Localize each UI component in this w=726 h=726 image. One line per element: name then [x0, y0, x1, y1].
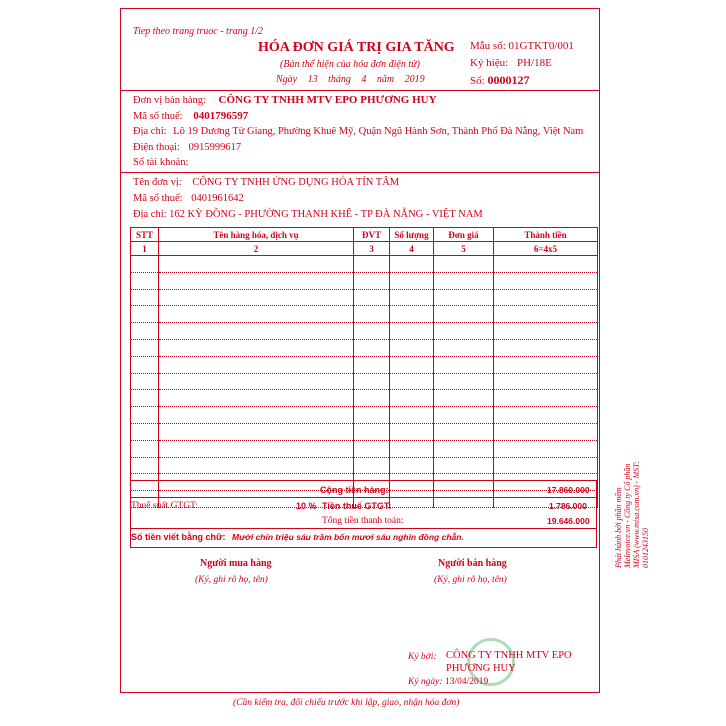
symbol-label: Ký hiệu: — [470, 57, 509, 69]
signed-date-label: Ký ngày: — [408, 677, 443, 687]
table-cell — [494, 339, 598, 356]
amount-in-words-label: Số tiền viết bằng chữ: — [131, 532, 226, 542]
table-cell — [159, 423, 354, 440]
table-cell — [354, 289, 390, 306]
buyer-address: 162 KỲ ĐỒNG - PHƯỜNG THANH KHÊ - TP ĐÀ NẴNG - VIỆT NAM — [169, 209, 483, 220]
seller-account-label: Số tài khoản: — [133, 157, 189, 168]
table-cell — [434, 339, 494, 356]
table-cell — [390, 457, 434, 474]
seller-address-label: Địa chỉ: — [133, 126, 167, 137]
table-cell — [131, 339, 159, 356]
table-cell — [354, 306, 390, 323]
table-cell — [434, 373, 494, 390]
table-row — [131, 256, 598, 273]
amount-in-words: Mười chín triệu sáu trăm bốn mươi sáu nghìn đồng chẵn. — [232, 532, 464, 542]
divider — [130, 528, 597, 529]
subtotal-label: Cộng tiền hàng: — [320, 485, 389, 495]
invoice-date — [276, 74, 431, 85]
divider — [120, 172, 600, 173]
seller-signature-title: Người bán hàng — [438, 558, 507, 569]
table-row — [131, 423, 598, 440]
publisher-note: Phát hành bởi phần mềm MeInvoice.vn - Công ty Cổ phần MISA (www.misa.com.vn) - MST: 0101243150 — [614, 461, 650, 568]
total-label: Tổng tiền thanh toán: — [322, 516, 404, 526]
table-cell — [159, 356, 354, 373]
table-cell — [354, 323, 390, 340]
table-cell — [390, 323, 434, 340]
table-cell — [434, 407, 494, 424]
seller-tax: 0401796597 — [193, 110, 249, 122]
form-number — [470, 40, 574, 52]
table-cell — [494, 440, 598, 457]
table-cell — [434, 272, 494, 289]
table-cell — [159, 289, 354, 306]
form-value: 01GTKT0/001 — [508, 40, 574, 52]
table-row — [131, 339, 598, 356]
buyer-signature-note: (Ký, ghi rõ họ, tên) — [195, 575, 268, 585]
table-cell — [131, 323, 159, 340]
table-cell — [159, 256, 354, 273]
date-month-label: tháng — [328, 74, 351, 85]
column-header: ĐVT — [354, 228, 390, 242]
table-cell — [131, 256, 159, 273]
table-cell — [390, 373, 434, 390]
divider — [130, 497, 597, 498]
divider — [120, 90, 600, 91]
table-cell — [494, 289, 598, 306]
table-cell — [494, 457, 598, 474]
table-cell — [159, 390, 354, 407]
signed-date: 13/04/2019 — [444, 677, 489, 687]
index-cell: 1 — [131, 242, 159, 256]
table-cell — [434, 256, 494, 273]
column-header: Thành tiền — [494, 228, 598, 242]
table-cell — [354, 457, 390, 474]
table-cell — [434, 423, 494, 440]
table-cell — [390, 256, 434, 273]
signed-by-name-line-1: CÔNG TY TNHH MTV EPO — [446, 650, 572, 661]
table-cell — [434, 457, 494, 474]
table-row — [131, 440, 598, 457]
date-month: 4 — [361, 74, 367, 85]
seller-name-label: Đơn vị bán hàng: — [133, 95, 206, 106]
table-row — [131, 390, 598, 407]
page-note: Tiep theo trang truoc - trang 1/2 — [133, 26, 263, 37]
table-cell — [131, 390, 159, 407]
table-cell — [354, 407, 390, 424]
table-row — [131, 306, 598, 323]
seller-phone-row — [133, 142, 241, 153]
table-cell — [390, 407, 434, 424]
table-cell — [131, 272, 159, 289]
table-cell — [131, 440, 159, 457]
seller-name-row — [133, 94, 437, 106]
table-cell — [434, 440, 494, 457]
table-cell — [494, 423, 598, 440]
table-row — [131, 323, 598, 340]
table-cell — [494, 272, 598, 289]
table-cell — [390, 356, 434, 373]
buyer-address-row — [133, 209, 483, 220]
symbol-value: PH/18E — [516, 57, 552, 69]
table-cell — [159, 373, 354, 390]
table-row — [131, 356, 598, 373]
column-header: STT — [131, 228, 159, 242]
index-cell: 2 — [159, 242, 354, 256]
table-cell — [354, 423, 390, 440]
table-cell — [434, 306, 494, 323]
table-cell — [494, 323, 598, 340]
table-cell — [131, 423, 159, 440]
buyer-name-label: Tên đơn vị: — [133, 177, 182, 188]
buyer-name-row — [133, 177, 399, 188]
seller-phone: 0915999617 — [188, 142, 242, 153]
seller-name: CÔNG TY TNHH MTV EPO PHƯƠNG HUY — [218, 94, 437, 106]
table-cell — [390, 440, 434, 457]
date-day-label: Ngày — [276, 74, 298, 85]
table-cell — [390, 306, 434, 323]
index-cell: 6=4x5 — [494, 242, 598, 256]
table-cell — [434, 390, 494, 407]
table-row — [131, 407, 598, 424]
table-cell — [494, 356, 598, 373]
buyer-tax: 0401961642 — [191, 193, 244, 204]
table-cell — [434, 356, 494, 373]
table-cell — [494, 256, 598, 273]
table-cell — [434, 289, 494, 306]
table-cell — [131, 356, 159, 373]
table-cell — [354, 440, 390, 457]
table-cell — [131, 457, 159, 474]
table-cell — [159, 339, 354, 356]
vat-rate: 10 % — [296, 501, 317, 511]
seller-tax-row — [133, 110, 248, 122]
table-cell — [131, 373, 159, 390]
seller-signature-note: (Ký, ghi rõ họ, tên) — [434, 575, 507, 585]
total-value: 19.646.000 — [547, 516, 590, 526]
buyer-tax-row — [133, 193, 244, 204]
table-cell — [354, 356, 390, 373]
invoice-number — [470, 73, 529, 88]
form-label: Mẫu số: — [470, 40, 506, 52]
buyer-signature-title: Người mua hàng — [200, 558, 272, 569]
table-cell — [390, 272, 434, 289]
table-cell — [159, 440, 354, 457]
items-table — [130, 227, 598, 508]
table-cell — [354, 256, 390, 273]
buyer-address-label: Địa chỉ: — [133, 209, 167, 220]
signed-date-row — [408, 677, 488, 687]
seller-tax-label: Mã số thuế: — [133, 111, 183, 122]
table-row — [131, 272, 598, 289]
seller-address-row — [133, 126, 583, 137]
table-cell — [390, 339, 434, 356]
signed-by-label: Ký bởi: — [408, 652, 437, 662]
column-header: Số lượng — [390, 228, 434, 242]
subtotal-value: 17.860.000 — [547, 485, 590, 495]
table-cell — [131, 306, 159, 323]
table-cell — [159, 306, 354, 323]
index-row — [131, 242, 598, 256]
vat-value: 1.786.000 — [549, 501, 587, 511]
vat-label: Tiền thuế GTGT: — [322, 501, 392, 511]
table-row — [131, 457, 598, 474]
seller-address: Lô 19 Dương Tử Giang, Phường Khuê Mỹ, Quận Ngũ Hành Sơn, Thành Phố Đà Nẵng, Việt Nam — [173, 126, 584, 137]
date-year-label: năm — [376, 74, 395, 85]
number-label: Số: — [470, 75, 485, 87]
vat-rate-label: Thuế suất GTGT: — [131, 501, 199, 511]
table-cell — [390, 289, 434, 306]
signed-by-name-line-2: PHƯƠNG HUY — [446, 663, 516, 674]
seller-account-row — [133, 157, 188, 168]
table-cell — [354, 272, 390, 289]
column-header: Đơn giá — [434, 228, 494, 242]
table-cell — [434, 323, 494, 340]
number-value: 0000127 — [487, 73, 530, 87]
index-cell: 3 — [354, 242, 390, 256]
table-cell — [354, 339, 390, 356]
table-cell — [390, 390, 434, 407]
table-cell — [494, 407, 598, 424]
side-note — [614, 456, 650, 568]
table-cell — [494, 390, 598, 407]
buyer-name: CÔNG TY TNHH ỨNG DỤNG HÓA TÍN TÂM — [192, 177, 400, 188]
table-header-row — [131, 228, 598, 242]
seller-phone-label: Điện thoại: — [133, 142, 180, 153]
date-year: 2019 — [404, 74, 425, 85]
table-cell — [159, 457, 354, 474]
table-cell — [494, 306, 598, 323]
column-header: Tên hàng hóa, dịch vụ — [159, 228, 354, 242]
table-row — [131, 289, 598, 306]
invoice-symbol — [470, 57, 552, 69]
table-cell — [354, 373, 390, 390]
table-cell — [159, 407, 354, 424]
table-cell — [131, 407, 159, 424]
footer-note: (Cần kiểm tra, đối chiếu trước khi lập, giao, nhận hóa đơn) — [233, 698, 460, 708]
table-row — [131, 373, 598, 390]
index-cell: 4 — [390, 242, 434, 256]
buyer-tax-label: Mã số thuế: — [133, 193, 183, 204]
table-cell — [159, 272, 354, 289]
table-cell — [390, 423, 434, 440]
table-cell — [494, 373, 598, 390]
index-cell: 5 — [434, 242, 494, 256]
invoice-title: HÓA ĐƠN GIÁ TRỊ GIA TĂNG — [258, 40, 455, 55]
table-cell — [354, 390, 390, 407]
table-cell — [131, 289, 159, 306]
table-cell — [159, 323, 354, 340]
invoice-subtitle: (Bản thể hiện của hóa đơn điện tử) — [280, 59, 420, 70]
date-day: 13 — [307, 74, 318, 85]
